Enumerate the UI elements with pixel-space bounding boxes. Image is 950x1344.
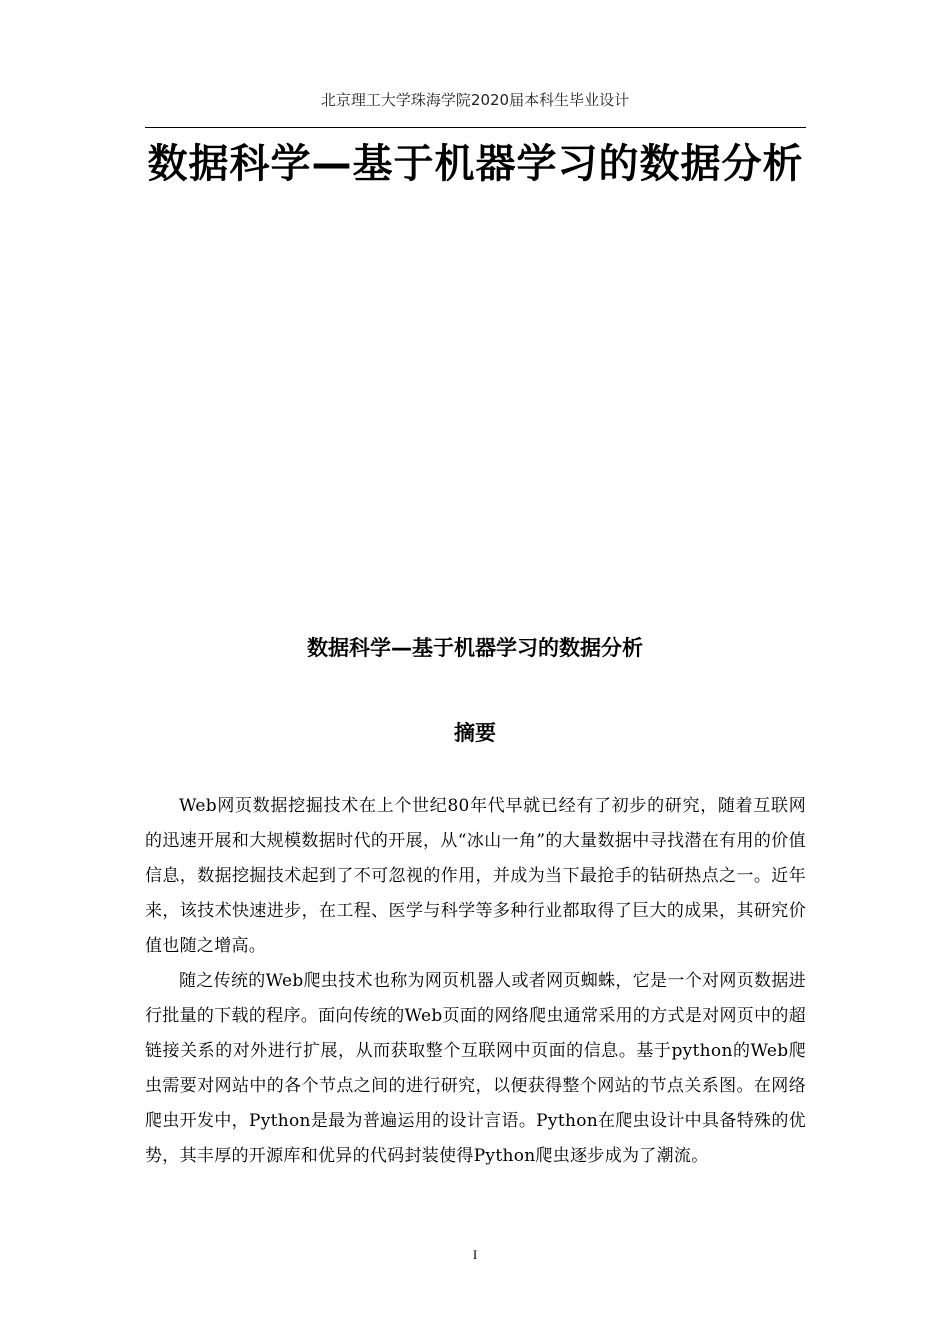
page-number: I [472, 1247, 478, 1262]
abstract-body [145, 789, 806, 1174]
abstract-heading: 摘要 [454, 721, 496, 745]
abstract-paragraph: 随之传统的Web爬虫技术也称为网页机器人或者网页蜘蛛，它是一个对网页数据进行批量的下载的程序。面向传统的Web页面的网络爬虫通常采用的方式是对网页中的超链接关系的对外进行扩展，从而获取整个互联网中页面的信息。基于python的Web爬虫需要对网站中的各个节点之间的进行研究，以便获得整个网站的节点关系图。在网络爬虫开发中，Python是最为普遍运用的设计言语。Python在爬虫设计中具备特殊的优势，其丰厚的开源库和优异的代码封装使得Python爬虫逐步成为了潮流。 [145, 971, 806, 1166]
abstract-paragraph: Web网页数据挖掘技术在上个世纪80年代早就已经有了初步的研究，随着互联网的迅速开展和大规模数据时代的开展，从“冰山一角”的大量数据中寻找潜在有用的价值信息，数据挖掘技术起到了不可忽视的作用，并成为当下最抢手的钻研热点之一。近年来，该技术快速进步，在工程、医学与科学等多种行业都取得了巨大的成果，其研究价值也随之增高。 [145, 796, 806, 956]
cover-title: 数据科学—基于机器学习的数据分析 [147, 141, 804, 187]
header-divider [145, 127, 806, 128]
abstract-title: 数据科学—基于机器学习的数据分析 [307, 636, 643, 660]
page-header: 北京理工大学珠海学院2020届本科生毕业设计 [320, 91, 630, 109]
